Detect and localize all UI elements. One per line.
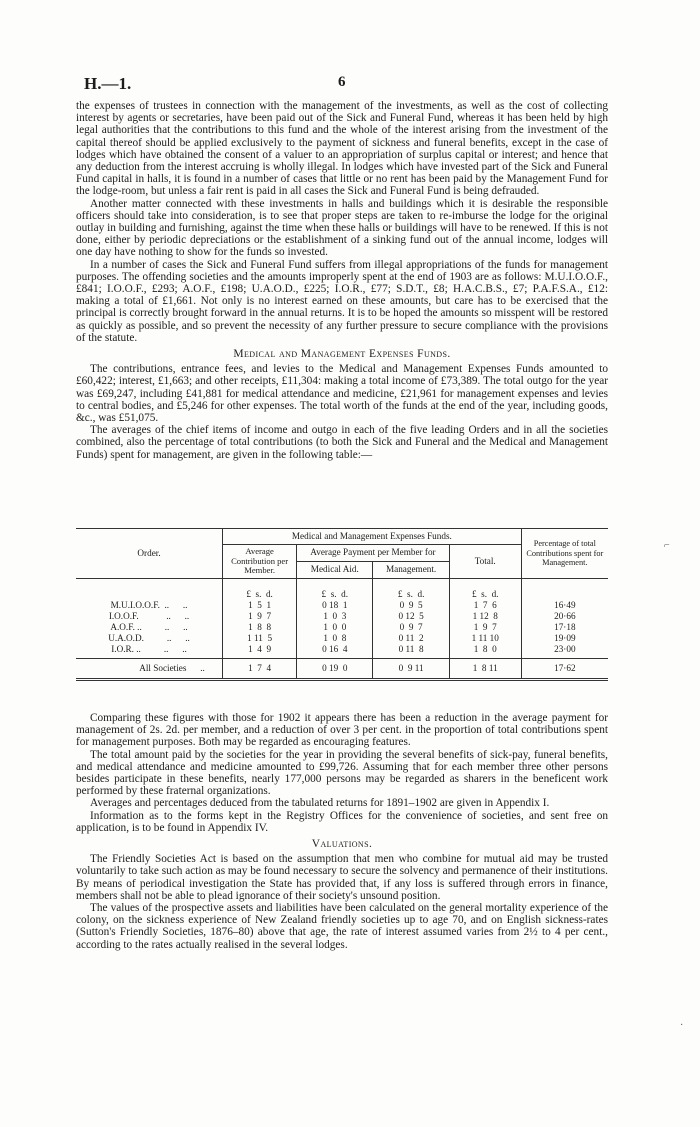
paragraph: The total amount paid by the societies for the year in providing the several benefits of sick-pay, funeral benefits, and medical attendance and medicine amounted to £99,726. Assuming that for each member three other persons besides participate in these benefits, nearly 177,000 persons may be regarded as sharers in the beneficent work performed by these fraternal organizations. <box>76 748 608 798</box>
table-total-row <box>76 658 608 679</box>
paragraph: Averages and percentages deduced from the tabulated returns for 1891–1902 are given in Appendix I. <box>90 797 550 810</box>
paragraph: Another matter connected with these investments in halls and buildings which it is desirable the responsible officers should take into consideration, is to see that proper steps are taken to re-imburse the lodge for the original outlay in building and furnishing, against the time when these halls or buildings will have to be renewed. If this is not done, either by periodic depreciations or the establishment of a sinking fund out of the annual income, lodges will one day have nothing to show for the funds so invested. <box>76 197 608 259</box>
lsd-unit: £ s. d. <box>223 578 297 600</box>
paragraph: The contributions, entrance fees, and levies to the Medical and Management Expenses Funds amounted to £60,422; interest, £1,663; and other receipts, £11,304: making a total income of £73,389. The total outgo for the year was £69,247, including £41,881 for medical attendance and medicine, £21,961 for management expenses and levies to central bodies, and £5,246 for other expenses. The total worth of the funds at the end of the year, including goods, &c., was £51,075. <box>76 363 608 425</box>
row-percentage: 19·09 <box>521 633 608 644</box>
row-medical: 0 16 4 <box>297 644 373 659</box>
col-avg-contrib: Average Contribution per Member. <box>223 545 297 579</box>
row-management: 0 12 5 <box>373 611 449 622</box>
row-order: I.O.R. .. .. .. <box>111 643 187 654</box>
intro-text <box>76 100 608 461</box>
col-total: Total. <box>449 545 521 579</box>
row-medical: 1 0 0 <box>297 622 373 633</box>
table-row <box>76 611 608 622</box>
page-number: 6 <box>338 74 346 90</box>
total-medical: 0 19 0 <box>297 658 373 679</box>
row-management: 0 9 7 <box>373 622 449 633</box>
lsd-unit: £ s. d. <box>449 578 521 600</box>
row-percentage: 16·49 <box>521 600 608 611</box>
paragraph: In a number of cases the Sick and Funeral Fund suffers from illegal appropriations of the funds for management purposes. The offending societies and the amounts improperly spent at the end of 1903 are as follows: M.U.I.O.O.F., £841; I.O.O.F., £293; A.O.F., £198; U.A.O.D., £225; I.O.R., £77; S.D.T., £8; H.A.C.B.S., £7; P.A.F.S.A., £12: making a total of £1,661. Not only is no interest earned on these amounts, but care has to be exercised that the principal is correctly brought forward in the annual returns. It is to be hoped the amounts so misspent will be restored as quickly as possible, and so prevent the necessity of any further pressure to secure compliance with the provisions of the statute. <box>76 258 608 344</box>
row-percentage: 23·00 <box>521 644 608 659</box>
total-total: 1 8 11 <box>449 658 521 679</box>
management-expenses-table <box>76 528 608 681</box>
col-percentage: Percentage of total Contributions spent for Management. <box>521 529 608 579</box>
row-medical: 0 18 1 <box>297 600 373 611</box>
row-contrib: 1 11 5 <box>223 633 297 644</box>
paragraph: The Friendly Societies Act is based on the assumption that men who combine for mutual aid may be trusted voluntarily to take such action as may be found necessary to secure the solvency and permanence of their institutions. By means of periodical investigation the State has provided that, if any loss is suffered through errors in finance, members shall not be able to plead ignorance of their society's unsound position. <box>76 853 608 902</box>
row-total: 1 12 8 <box>449 611 521 622</box>
row-order: A.O.F. .. .. .. <box>110 621 188 632</box>
lsd-unit: £ s. d. <box>373 578 449 600</box>
row-percentage: 20·66 <box>521 611 608 622</box>
row-management: 0 9 5 <box>373 600 449 611</box>
table-row <box>76 622 608 633</box>
paragraph: Comparing these figures with those for 1902 it appears there has been a reduction in the average payment for management of 2s. 2d. per member, and a reduction of over 3 per cent. in the proportion of total contributions spent for management purposes. Both may be regarded as encouraging features. <box>76 712 608 749</box>
margin-mark: ⌐ <box>664 540 670 551</box>
row-total: 1 9 7 <box>449 622 521 633</box>
table-row <box>76 600 608 611</box>
row-order: M.U.I.O.O.F. .. .. <box>110 599 188 610</box>
total-management: 0 9 11 <box>373 658 449 679</box>
report-code: H.—1. <box>84 74 132 93</box>
section-heading-medical: Medical and Management Expenses Funds. <box>233 348 451 361</box>
row-total: 1 7 6 <box>449 600 521 611</box>
paragraph: Information as to the forms kept in the Registry Offices for the convenience of societies, and sent free on application, is to be found in Appendix IV. <box>76 809 608 834</box>
margin-mark: · <box>680 1020 684 1031</box>
col-management: Management. <box>373 561 449 578</box>
row-total: 1 8 0 <box>449 644 521 659</box>
row-contrib: 1 5 1 <box>223 600 297 611</box>
row-order: U.A.O.D. .. .. <box>108 632 190 643</box>
col-avg-payment: Average Payment per Member for <box>297 545 450 562</box>
closing-text <box>76 712 608 951</box>
lsd-unit: £ s. d. <box>297 578 373 600</box>
table-row <box>76 644 608 659</box>
row-contrib: 1 8 8 <box>223 622 297 633</box>
row-management: 0 11 2 <box>373 633 449 644</box>
total-order: All Societies .. <box>139 662 205 673</box>
row-management: 0 11 8 <box>373 644 449 659</box>
row-contrib: 1 4 9 <box>223 644 297 659</box>
group-header: Medical and Management Expenses Funds. <box>223 529 522 545</box>
row-order: I.O.O.F. .. .. <box>108 610 190 621</box>
col-medical: Medical Aid. <box>297 561 373 578</box>
row-medical: 1 0 8 <box>297 633 373 644</box>
total-percentage: 17·62 <box>521 658 608 679</box>
section-heading-valuations: Valuations. <box>311 838 373 851</box>
row-percentage: 17·18 <box>521 622 608 633</box>
paragraph: The values of the prospective assets and liabilities have been calculated on the general mortality experience of the colony, on the sickness experience of New Zealand friendly societies up to age 70, and on English sickness-rates (Sutton's Friendly Societies, 1876–80) above that age, the rate of interest assumed varies from 2½ to 4 per cent., according to the rates actually realised in the several lodges. <box>76 902 608 951</box>
row-contrib: 1 9 7 <box>223 611 297 622</box>
row-medical: 1 0 3 <box>297 611 373 622</box>
col-order: Order. <box>137 547 161 558</box>
total-contrib: 1 7 4 <box>223 658 297 679</box>
row-total: 1 11 10 <box>449 633 521 644</box>
paragraph: The averages of the chief items of income and outgo in each of the five leading Orders and in all the societies combined, also the percentage of total contributions (to both the Sick and Funeral and the Medical and Management Funds) spent for management, are given in the following table:— <box>76 424 608 461</box>
table-row <box>76 633 608 644</box>
paragraph: the expenses of trustees in connection with the management of the investments, as well as the cost of collecting interest by agents or secretaries, have been paid out of the Sick and Funeral Fund, whereas it has been held by high legal authorities that the contributions to this fund and the whole of the interest arising from the investment of the capital thereof should be applied exclusively to the payment of sickness and funeral benefits, except in the case of lodges which have obtained the consent of a valuer to an appropriation of surplus capital or interest; and hence that any deduction from the interest accruing is wholly illegal. In lodges which have invested part of the Sick and Funeral Fund capital in halls, it is found in a number of cases that little or no rent has been paid by the Management Fund for the lodge-room, but unless a fair rent is paid in all cases the Sick and Funeral Fund is being defrauded. <box>76 100 608 198</box>
